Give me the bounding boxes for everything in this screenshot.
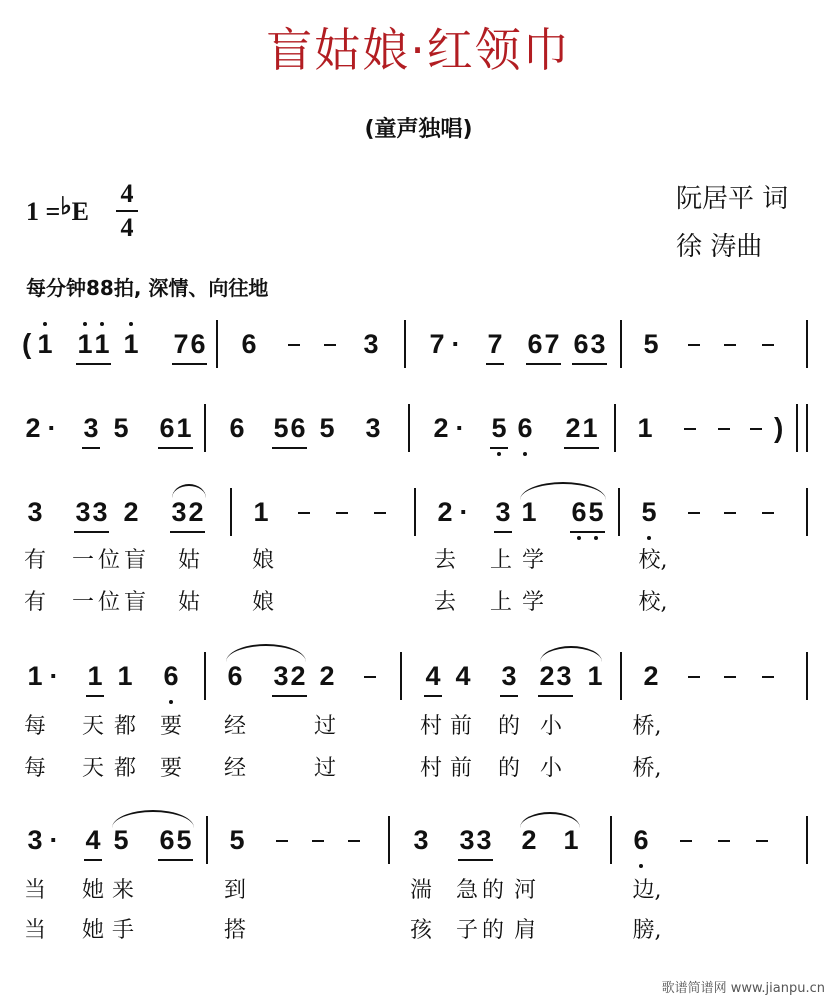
note: 6 (633, 825, 649, 855)
lyrics-line-5-verse-2 (0, 916, 837, 950)
extension-dash (762, 344, 774, 346)
note: 1 (587, 661, 603, 691)
tempo-marking: 每分钟88拍, 深情、向往地 (26, 276, 269, 300)
lyric: 桥, (632, 714, 662, 739)
note: 5 (113, 413, 129, 443)
underline (76, 363, 111, 365)
extension-dash (688, 344, 700, 346)
lyric: 来 (111, 878, 134, 903)
extension-dash (718, 428, 730, 430)
low-octave-dot (497, 452, 501, 456)
note: 3 (27, 497, 43, 527)
low-octave-dot (523, 452, 527, 456)
dot: · (455, 413, 465, 443)
extension-dash (762, 512, 774, 514)
lyric: 膀, (632, 918, 662, 943)
note: 7 (173, 329, 189, 359)
song-subtitle: (童声独唱) (364, 117, 473, 142)
note: 4 (425, 661, 441, 691)
note: 2 (290, 661, 306, 691)
note: 2 (433, 413, 449, 443)
time-signature (112, 178, 142, 244)
lyric: 上 (489, 590, 512, 615)
lyric: 姑 (177, 590, 200, 615)
song-title: 盲姑娘·红领巾 (266, 23, 571, 77)
barline (806, 816, 808, 864)
lyric: 过 (313, 756, 336, 781)
note: 1 (37, 329, 53, 359)
lyric: 都 (113, 714, 136, 739)
lyric: 前 (449, 714, 472, 739)
score-line-5 (0, 822, 837, 866)
barline (806, 488, 808, 536)
low-octave-dot (639, 864, 643, 868)
note: 6 (163, 661, 179, 691)
dot: · (47, 413, 57, 443)
note: 1 (94, 329, 110, 359)
extension-dash (688, 512, 700, 514)
barline (618, 488, 620, 536)
lyric: 有 (23, 548, 46, 573)
extension-dash (364, 676, 376, 678)
note: 3 (476, 825, 492, 855)
note: 6 (190, 329, 206, 359)
lyric: 前 (449, 756, 472, 781)
meter-top: 4 (120, 179, 134, 208)
note: 7 (487, 329, 503, 359)
note: 1 (637, 413, 653, 443)
lyric: 手 (111, 918, 134, 943)
lyric: 的 (481, 918, 504, 943)
note: 2 (123, 497, 139, 527)
note: 2 (25, 413, 41, 443)
barline (806, 320, 808, 368)
note: 1 (117, 661, 133, 691)
extension-dash (298, 512, 310, 514)
extension-dash (680, 840, 692, 842)
note: 1 (582, 413, 598, 443)
note: 1 (521, 497, 537, 527)
lyrics-line-5-verse-1 (0, 876, 837, 910)
extension-dash (724, 512, 736, 514)
note: 5 (641, 497, 657, 527)
note: 2 (539, 661, 555, 691)
lyric: 的 (497, 756, 520, 781)
note: 6 (573, 329, 589, 359)
note: 2 (565, 413, 581, 443)
score-line-2 (0, 410, 837, 454)
extension-dash (312, 840, 324, 842)
lyric: 位 (97, 548, 120, 573)
note: 7 (544, 329, 560, 359)
note: 3 (27, 825, 43, 855)
lyric: 学 (521, 548, 544, 573)
note: 2 (437, 497, 453, 527)
lyrics-line-3-verse-1 (0, 546, 837, 580)
slur (540, 646, 602, 662)
note: 5 (588, 497, 604, 527)
extension-dash (724, 676, 736, 678)
underline (74, 531, 109, 533)
lyric: 都 (113, 756, 136, 781)
lyrics-line-3-verse-2 (0, 588, 837, 622)
lyric: 位 (97, 590, 120, 615)
dot: · (459, 497, 469, 527)
underline (158, 447, 193, 449)
lyric: 盲 (123, 590, 146, 615)
score-line-4 (0, 658, 837, 702)
barline (610, 816, 612, 864)
note: 6 (159, 825, 175, 855)
lyric: 当 (23, 918, 46, 943)
barline (388, 816, 390, 864)
underline (82, 447, 100, 449)
extension-dash (762, 676, 774, 678)
note: 1 (123, 329, 139, 359)
note: 3 (495, 497, 511, 527)
lyric: 村 (419, 714, 442, 739)
low-octave-dot (577, 536, 581, 540)
lyricist-credit: 阮居平 词 (676, 184, 789, 214)
lyric: 去 (433, 548, 456, 573)
slur (520, 812, 580, 828)
extension-dash (684, 428, 696, 430)
barline (204, 652, 206, 700)
slur (112, 810, 194, 828)
barline (620, 652, 622, 700)
lyrics-line-4-verse-2 (0, 754, 837, 788)
extension-dash (688, 676, 700, 678)
underline (170, 531, 205, 533)
barline (806, 404, 808, 452)
lyric: 她 (81, 918, 104, 943)
repeat-close-paren: ) (774, 412, 784, 443)
lyric: 孩 (409, 918, 432, 943)
note: 3 (273, 661, 289, 691)
low-octave-dot (647, 536, 651, 540)
slur (172, 484, 206, 498)
lyric: 要 (159, 714, 182, 739)
underline (526, 363, 561, 365)
lyric: 的 (481, 878, 504, 903)
note: 3 (83, 413, 99, 443)
lyric: 湍 (409, 878, 432, 903)
barline (414, 488, 416, 536)
lyric: 姑 (177, 548, 200, 573)
meter-bottom: 4 (120, 213, 134, 242)
underline (500, 695, 518, 697)
key-letter: E (71, 197, 89, 226)
watermark: 歌谱简谱网 www.jianpu.cn (661, 981, 825, 996)
extension-dash (724, 344, 736, 346)
note: 5 (113, 825, 129, 855)
score-line-1 (0, 326, 837, 370)
barline (400, 652, 402, 700)
extension-dash (750, 428, 762, 430)
note: 3 (363, 329, 379, 359)
note: 2 (188, 497, 204, 527)
note: 6 (571, 497, 587, 527)
high-octave-dot (100, 322, 104, 326)
note: 7 (429, 329, 445, 359)
lyric: 上 (489, 548, 512, 573)
note: 2 (643, 661, 659, 691)
note: 3 (365, 413, 381, 443)
barline (404, 320, 406, 368)
note: 1 (563, 825, 579, 855)
lyric: 娘 (251, 590, 274, 615)
note: 5 (176, 825, 192, 855)
underline (538, 695, 573, 697)
barline (620, 320, 622, 368)
lyric: 过 (313, 714, 336, 739)
lyric: 经 (223, 714, 246, 739)
note: 4 (85, 825, 101, 855)
lyric: 小 (539, 714, 562, 739)
high-octave-dot (43, 322, 47, 326)
underline (564, 447, 599, 449)
underline (158, 859, 193, 861)
lyric: 的 (497, 714, 520, 739)
lyric: 她 (81, 878, 104, 903)
dot: · (49, 825, 59, 855)
extension-dash (718, 840, 730, 842)
slur (520, 482, 606, 500)
lyric: 村 (419, 756, 442, 781)
note: 3 (459, 825, 475, 855)
underline (424, 695, 442, 697)
note: 3 (501, 661, 517, 691)
lyric: 一 (71, 590, 94, 615)
key-prefix: 1 = (26, 197, 61, 226)
lyric: 子 (455, 918, 478, 943)
barline (216, 320, 218, 368)
note: 3 (75, 497, 91, 527)
lyric: 经 (223, 756, 246, 781)
lyric: 天 (81, 756, 104, 781)
lyric: 学 (521, 590, 544, 615)
lyric: 有 (23, 590, 46, 615)
barline (206, 816, 208, 864)
extension-dash (756, 840, 768, 842)
underline (494, 531, 512, 533)
note: 6 (229, 413, 245, 443)
lyric: 到 (223, 878, 246, 903)
score-line-3 (0, 494, 837, 538)
note: 6 (159, 413, 175, 443)
extension-dash (324, 344, 336, 346)
underline (272, 447, 307, 449)
dot: · (451, 329, 461, 359)
lyric: 急 (455, 878, 478, 903)
note: 6 (527, 329, 543, 359)
low-octave-dot (594, 536, 598, 540)
note: 6 (290, 413, 306, 443)
note: 2 (319, 661, 335, 691)
lyric: 校, (638, 548, 668, 573)
note: 1 (253, 497, 269, 527)
lyric: 校, (638, 590, 668, 615)
lyric: 一 (71, 548, 94, 573)
barline (614, 404, 616, 452)
high-octave-dot (83, 322, 87, 326)
slur (226, 644, 306, 662)
flat-sign: ♭ (60, 194, 72, 220)
lyric: 盲 (123, 548, 146, 573)
underline (272, 695, 307, 697)
note: 6 (241, 329, 257, 359)
lyric: 娘 (251, 548, 274, 573)
note: 5 (319, 413, 335, 443)
underline (84, 859, 102, 861)
dot: · (49, 661, 59, 691)
note: 3 (92, 497, 108, 527)
high-octave-dot (129, 322, 133, 326)
underline (572, 363, 607, 365)
extension-dash (336, 512, 348, 514)
lyric: 肩 (513, 918, 536, 943)
note: 3 (171, 497, 187, 527)
lyric: 河 (513, 878, 536, 903)
note: 5 (491, 413, 507, 443)
barline (230, 488, 232, 536)
underline (86, 695, 104, 697)
barline (796, 404, 798, 452)
note: 4 (455, 661, 471, 691)
extension-dash (374, 512, 386, 514)
repeat-open-paren: ( (22, 328, 32, 359)
lyric: 天 (81, 714, 104, 739)
key-signature (26, 192, 89, 227)
note: 6 (517, 413, 533, 443)
note: 1 (27, 661, 43, 691)
note: 6 (227, 661, 243, 691)
underline (172, 363, 207, 365)
lyric: 每 (23, 756, 46, 781)
note: 3 (590, 329, 606, 359)
extension-dash (348, 840, 360, 842)
note: 1 (176, 413, 192, 443)
lyric: 桥, (632, 756, 662, 781)
note: 3 (556, 661, 572, 691)
lyrics-line-4-verse-1 (0, 712, 837, 746)
underline (458, 859, 493, 861)
lyric: 小 (539, 756, 562, 781)
low-octave-dot (169, 700, 173, 704)
barline (204, 404, 206, 452)
lyric: 当 (23, 878, 46, 903)
note: 5 (229, 825, 245, 855)
lyric: 去 (433, 590, 456, 615)
note: 1 (77, 329, 93, 359)
note: 5 (273, 413, 289, 443)
underline (570, 531, 605, 533)
extension-dash (276, 840, 288, 842)
underline (486, 363, 504, 365)
note: 1 (87, 661, 103, 691)
lyric: 要 (159, 756, 182, 781)
underline (490, 447, 508, 449)
lyric: 搭 (223, 918, 246, 943)
lyric: 每 (23, 714, 46, 739)
extension-dash (288, 344, 300, 346)
lyric: 边, (632, 878, 662, 903)
note: 3 (413, 825, 429, 855)
note: 2 (521, 825, 537, 855)
note: 5 (643, 329, 659, 359)
barline (806, 652, 808, 700)
barline (408, 404, 410, 452)
composer-credit: 徐 涛曲 (676, 232, 763, 262)
